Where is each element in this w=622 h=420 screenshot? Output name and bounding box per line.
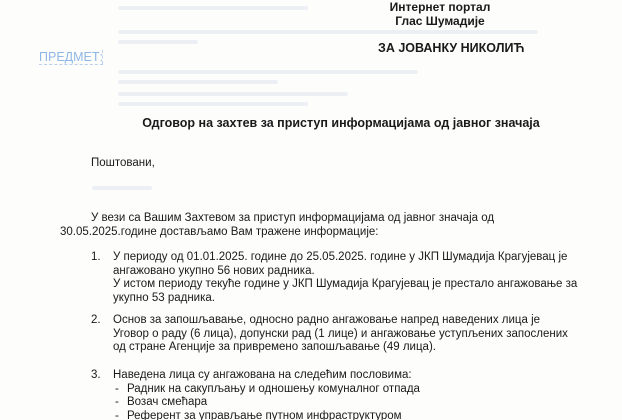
list-item-line: ангажовано укупно 56 нових радника. [113,264,315,277]
sub-list [113,383,591,420]
bleed-through-mark [118,80,278,84]
list-item-line: У истом периоду текуће године у ЈКП Шумадија Крагујевац је престало ангажовање за [113,278,578,290]
document-title: Одговор на захтев за приступ информацијама од јавног значаја [142,116,540,130]
subject-underline [39,64,103,65]
greeting: Поштовани, [91,157,155,169]
list-item-3 [91,369,591,420]
bleed-through-mark [118,6,308,10]
subject-label: ПРЕДМЕТ: [39,50,103,64]
list-item-number: 3. [91,369,101,381]
list-item-line: У периоду од 01.01.2025. године до 25.05.2025. године у ЈКП Шумадија Крагујевац је [113,251,568,263]
list-item-number: 2. [91,314,101,326]
list-item-1 [91,251,591,305]
bleed-through-mark [118,30,538,34]
bleed-through-mark [118,102,308,106]
intro-line-1: У вези са Вашим Захтевом за приступ информацијама од јавног значаја од [91,212,495,224]
intro-line-2: 30.05.2025.године достављамо Вам тражене информације: [60,226,379,238]
sub-list-item: - Референт за управљање путном инфраструктуром [113,410,591,420]
recipient-name: ЗА ЈОВАНКУ НИКОЛИЋ [378,41,525,55]
list-item-line: Основ за запошљавање, односно радно ангажовање напред наведених лица је [113,314,541,326]
list-item-line: Уговор о раду (6 лица), допунски рад (1 лице) и ангажовање уступљених запослених [113,327,568,340]
recipient-line-1: Интернет портал [389,0,491,14]
list-item-line: Наведена лица су ангажована на следећим пословима: [113,369,412,381]
bleed-through-mark [118,70,418,74]
sub-list-item: - Радник на сакупљању и одношењу комуналног отпада [113,383,591,397]
bleed-through-mark [118,40,198,44]
list-item-line: од стране Агенције за привремено запошљавање (49 лица). [113,341,436,353]
list-item-2 [91,314,591,355]
bleed-through-mark [118,92,348,96]
recipient-line-2: Глас Шумадије [395,14,485,28]
recipient-block [360,0,520,28]
sub-list-item: - Возач смећара [113,396,591,410]
intro-paragraph [60,211,580,239]
list-item-line: укупно 53 радника. [113,291,215,304]
bleed-through-mark [92,186,152,190]
list-item-number: 1. [91,251,101,263]
